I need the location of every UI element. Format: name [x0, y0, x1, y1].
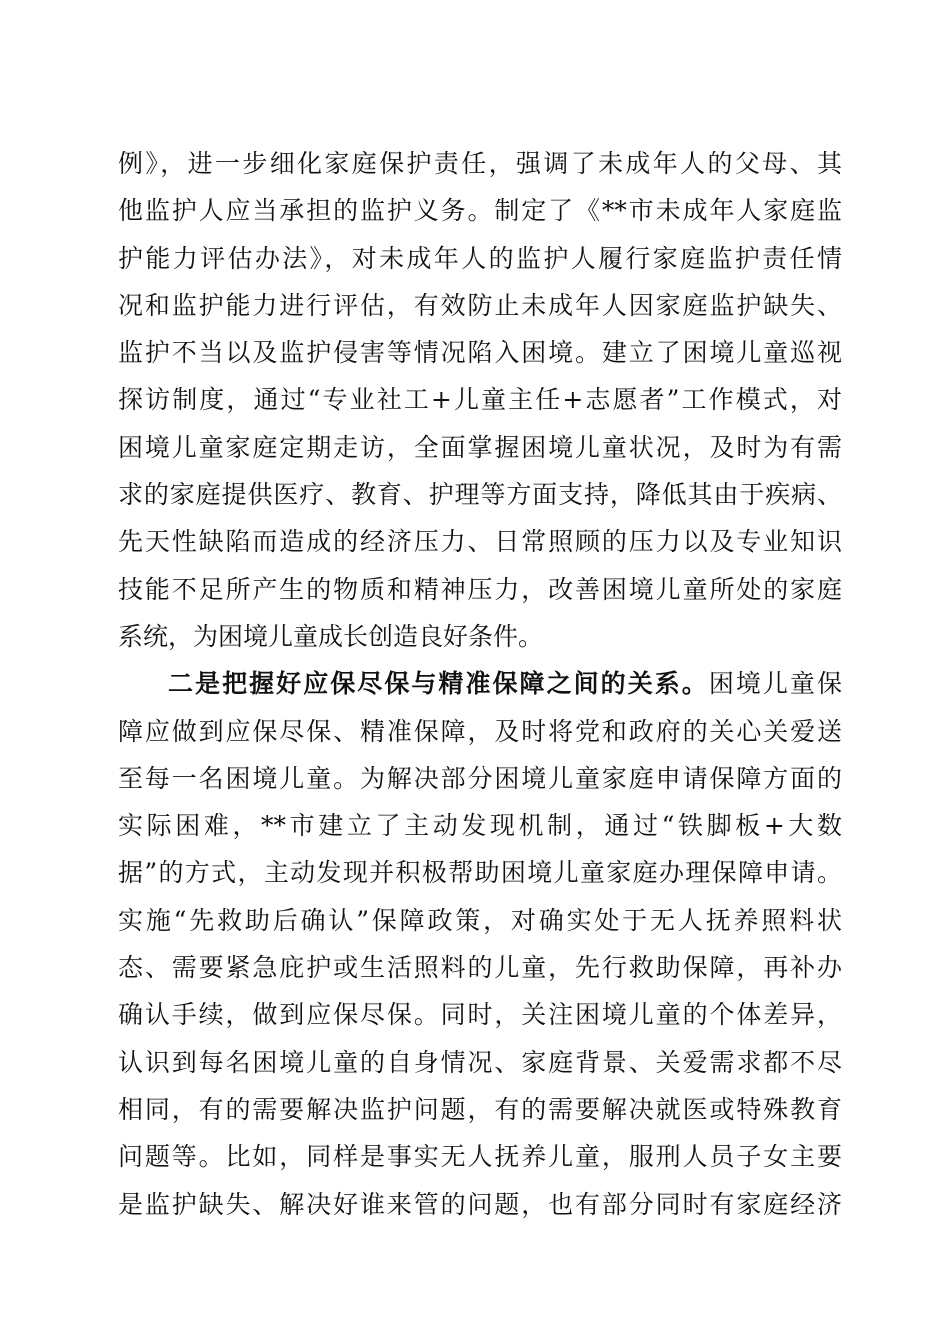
text-line: 求的家庭提供医疗、教育、护理等方面支持，降低其由于疾病、	[118, 480, 842, 510]
text-line: 障应做到应保尽保、精准保障，及时将党和政府的关心关爱送	[118, 716, 842, 746]
document-body	[118, 140, 842, 1228]
text-line: 相同，有的需要解决监护问题，有的需要解决就医或特殊教育	[118, 1094, 842, 1124]
text-line: 实际困难，**市建立了主动发现机制，通过“铁脚板+大数	[118, 811, 842, 841]
text-line: 监护不当以及监护侵害等情况陷入困境。建立了困境儿童巡视	[118, 338, 842, 368]
text-line: 认识到每名困境儿童的自身情况、家庭背景、关爱需求都不尽	[118, 1047, 842, 1077]
text-line: 态、需要紧急庇护或生活照料的儿童，先行救助保障，再补办	[118, 953, 842, 983]
paragraph-2-first-line	[118, 660, 842, 707]
text-line: 况和监护能力进行评估，有效防止未成年人因家庭监护缺失、	[118, 290, 842, 320]
text-line: 据”的方式，主动发现并积极帮助困境儿童家庭办理保障申请。	[118, 858, 842, 888]
paragraph-2-lead-sentence: 二是把握好应保尽保与精准保障之间的关系。	[168, 669, 709, 699]
text-line: 他监护人应当承担的监护义务。制定了《**市未成年人家庭监	[118, 196, 842, 226]
text-line: 困境儿童家庭定期走访，全面掌握困境儿童状况，及时为有需	[118, 432, 842, 462]
text-line: 护能力评估办法》，对未成年人的监护人履行家庭监护责任情	[118, 243, 842, 273]
paragraph-1	[118, 140, 842, 660]
text-line: 问题等。比如，同样是事实无人抚养儿童，服刑人员子女主要	[118, 1142, 842, 1172]
paragraph-2	[118, 660, 842, 1228]
text-line: 先天性缺陷而造成的经济压力、日常照顾的压力以及专业知识	[118, 527, 842, 557]
text-line: 例》，进一步细化家庭保护责任，强调了未成年人的父母、其	[118, 149, 842, 178]
text-line: 至每一名困境儿童。为解决部分困境儿童家庭申请保障方面的	[118, 763, 842, 793]
text-line: 是监护缺失、解决好谁来管的问题，也有部分同时有家庭经济	[118, 1189, 842, 1219]
text-line: 系统，为困境儿童成长创造良好条件。	[118, 621, 544, 651]
paragraph-2-first-line-rest: 困境儿童保	[708, 669, 842, 699]
text-line: 确认手续，做到应保尽保。同时，关注困境儿童的个体差异，	[118, 1000, 842, 1030]
text-line: 实施“先救助后确认”保障政策，对确实处于无人抚养照料状	[118, 905, 842, 935]
text-line: 探访制度，通过“专业社工+儿童主任+志愿者”工作模式，对	[118, 385, 842, 415]
text-line: 技能不足所产生的物质和精神压力，改善困境儿童所处的家庭	[118, 574, 842, 604]
